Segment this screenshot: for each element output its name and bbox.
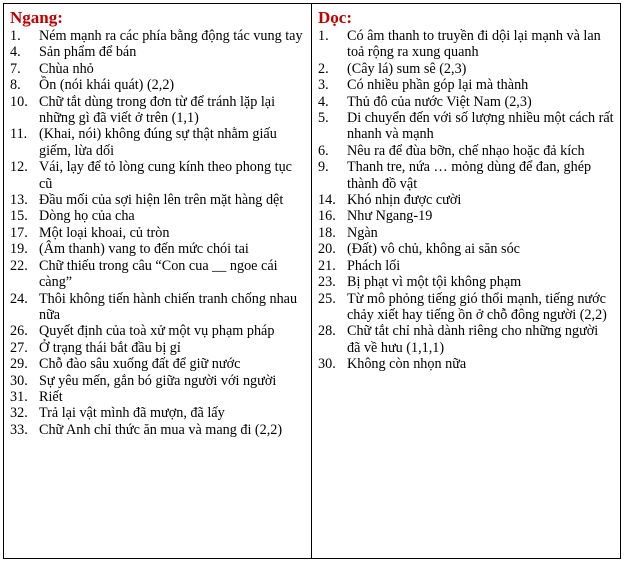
clue-item (10, 126, 305, 159)
clue-number: 25. (318, 290, 336, 307)
clue-number: 21. (318, 257, 336, 274)
clue-item (10, 94, 305, 127)
clue-item (10, 258, 305, 291)
clue-item (10, 208, 305, 224)
clue-item (318, 28, 614, 61)
clue-number: 24. (10, 290, 28, 307)
clue-item (10, 356, 305, 372)
clue-text: Thủ đô của nước Việt Nam (2,3) (347, 93, 532, 110)
clue-item (318, 143, 614, 159)
clue-item (10, 340, 305, 356)
clue-text: Không còn nhọn nữa (347, 356, 467, 373)
clue-text: (Cây lá) sum sê (2,3) (347, 60, 467, 77)
clue-item (10, 389, 305, 405)
clue-item (10, 373, 305, 389)
clue-number: 2. (318, 60, 329, 77)
clue-text: Di chuyển đến với số lượng nhiều một cách rất nhanh và mạnh (347, 110, 614, 143)
clue-text: Sự yêu mến, gắn bó giữa người với người (39, 372, 277, 389)
clue-number: 8. (10, 77, 21, 94)
clue-number: 1. (318, 28, 329, 44)
clue-text: (Đất) vô chủ, không ai săn sóc (347, 241, 520, 258)
clue-text: Như Ngang-19 (347, 208, 433, 225)
clue-item (10, 405, 305, 421)
clue-number: 20. (318, 241, 336, 258)
clue-text: Sản phẩm để bán (39, 44, 137, 61)
clue-text: Ngàn (347, 224, 378, 241)
clue-text: Ở trạng thái bắt đầu bị gỉ (39, 339, 181, 356)
clue-number: 22. (10, 257, 28, 274)
clue-item (10, 241, 305, 257)
clue-text: Nêu ra để đùa bỡn, chế nhạo hoặc đả kích (347, 142, 585, 159)
clue-text: Phách lối (347, 257, 401, 274)
clue-number: 18. (318, 224, 336, 241)
clue-text: Từ mô phỏng tiếng gió thổi mạnh, tiếng nước chảy xiết hay tiếng ồn ở chỗ đông người (2,2) (347, 290, 607, 323)
clue-text: (Âm thanh) vang to đến mức chói tai (39, 241, 249, 258)
clue-text: Chùa nhỏ (39, 60, 94, 77)
clue-number: 5. (318, 110, 329, 127)
clue-item (10, 77, 305, 93)
clue-number: 26. (10, 323, 28, 340)
clue-number: 30. (318, 356, 336, 373)
clue-number: 1. (10, 28, 21, 44)
clue-number: 27. (10, 339, 28, 356)
clue-item (10, 422, 305, 438)
clue-number: 19. (10, 241, 28, 258)
clue-item (318, 258, 614, 274)
clue-text: Khó nhịn được cười (347, 192, 462, 209)
clue-text: Trả lại vật mình đã mượn, đã lấy (39, 405, 225, 422)
clue-text: Một loại khoai, củ tròn (39, 224, 170, 241)
clue-text: Vái, lạy để tỏ lòng cung kính theo phong tục cũ (39, 159, 292, 192)
clue-item (10, 291, 305, 324)
clue-number: 11. (10, 126, 28, 143)
across-column (4, 4, 312, 558)
clue-number: 30. (10, 372, 28, 389)
clue-number: 7. (10, 60, 21, 77)
clue-number: 32. (10, 405, 28, 422)
clue-text: Chữ tắt dùng trong đơn từ để tránh lặp lại những gì đã viết ở trên (1,1) (39, 93, 276, 127)
clue-number: 4. (10, 44, 21, 61)
clue-item (10, 323, 305, 339)
clue-text: Có nhiều phần góp lại mà thành (347, 77, 529, 94)
clue-item (318, 291, 614, 324)
clue-item (318, 208, 614, 224)
across-clue-list (10, 28, 305, 438)
clue-item (318, 356, 614, 372)
clue-number: 28. (318, 323, 336, 340)
clue-number: 29. (10, 356, 28, 373)
clue-item (10, 28, 305, 44)
clue-number: 33. (10, 421, 28, 438)
clue-text: Chữ tắt chỉ nhà dành riêng cho những người đã về hưu (1,1,1) (347, 323, 599, 356)
clue-text: Ném mạnh ra các phía bằng động tác vung tay (39, 28, 303, 44)
clue-text: Chỗ đào sâu xuống đất để giữ nước (39, 356, 241, 373)
clue-number: 17. (10, 224, 28, 241)
clue-item (318, 94, 614, 110)
clue-item (318, 192, 614, 208)
clue-item (318, 274, 614, 290)
clue-number: 15. (10, 208, 28, 225)
clue-item (10, 61, 305, 77)
clue-item (318, 77, 614, 93)
clue-number: 16. (318, 208, 336, 225)
clue-number: 3. (318, 77, 329, 94)
clue-number: 9. (318, 159, 329, 176)
clue-item (10, 44, 305, 60)
clue-item (318, 323, 614, 356)
across-heading: Ngang: (10, 8, 63, 27)
clue-number: 6. (318, 142, 329, 159)
clue-text: Bị phạt vì một tội không phạm (347, 274, 522, 291)
clue-number: 10. (10, 93, 28, 110)
clue-text: Thôi không tiến hành chiến tranh chống nhau nữa (39, 290, 298, 323)
clue-text: Riết (39, 388, 63, 405)
clue-item (10, 159, 305, 192)
clue-text: Quyết định của toà xử một vụ phạm pháp (39, 323, 275, 340)
clue-item (318, 159, 614, 192)
clue-text: Ồn (nói khái quát) (2,2) (39, 77, 175, 94)
clue-item (10, 225, 305, 241)
clue-text: Dòng họ của cha (39, 208, 135, 225)
down-column (312, 4, 620, 558)
clue-item (318, 61, 614, 77)
clue-number: 12. (10, 159, 28, 176)
down-heading: Dọc: (318, 8, 352, 27)
clue-item (318, 225, 614, 241)
clue-number: 23. (318, 274, 336, 291)
clue-text: Chữ Anh chỉ thức ăn mua và mang đi (2,2) (39, 421, 283, 438)
clue-item (10, 192, 305, 208)
clue-text: Thanh tre, nứa … mỏng dùng để đan, ghép thành đồ vật (347, 159, 592, 192)
clue-number: 31. (10, 388, 28, 405)
crossword-clues-table (3, 3, 621, 559)
clue-item (318, 241, 614, 257)
clue-number: 14. (318, 192, 336, 209)
down-clue-list (318, 28, 614, 373)
clue-item (318, 110, 614, 143)
clue-number: 4. (318, 93, 329, 110)
clue-number: 13. (10, 192, 28, 209)
clue-text: Đầu mối của sợi hiện lên trên mặt hàng dệt (39, 192, 284, 209)
clue-text: Chữ thiếu trong câu “Con cua __ ngoe cái càng” (39, 257, 278, 291)
clue-text: (Khai, nói) không đúng sự thật nhằm giấu giếm, lừa dối (39, 126, 277, 159)
clue-text: Có âm thanh to truyền đi dội lại mạnh và lan toả rộng ra xung quanh (347, 28, 601, 61)
